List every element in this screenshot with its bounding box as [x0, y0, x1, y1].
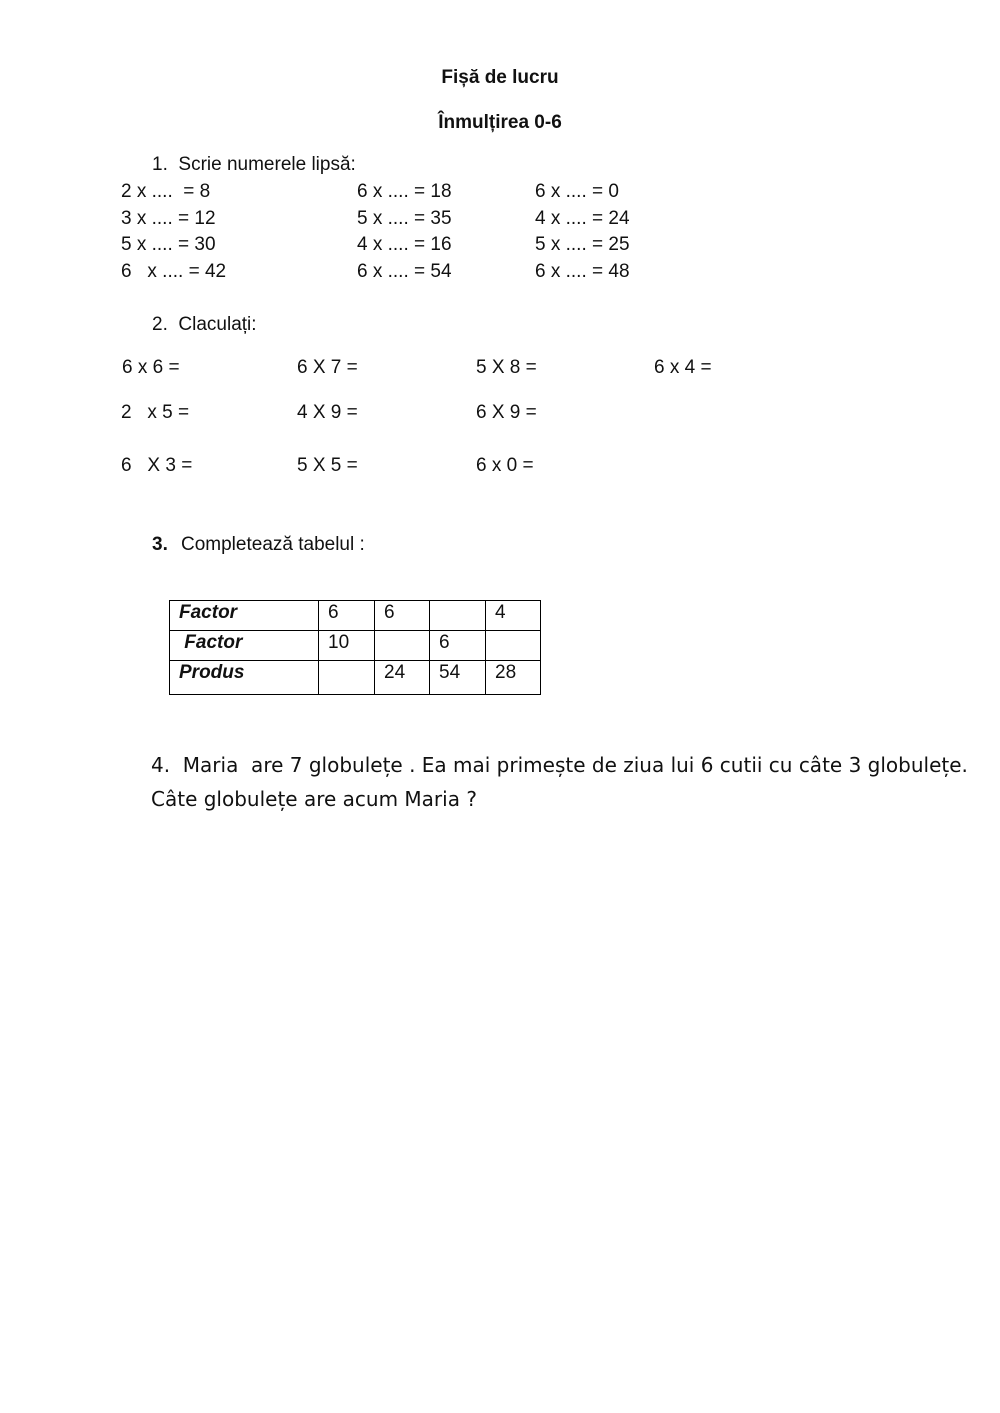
ex2-item: 4 X 9 =: [297, 402, 358, 423]
row-header-cell: Factor: [170, 601, 319, 631]
ex1-item: 4 x .... = 24: [535, 208, 630, 229]
ex1-item: 6 x .... = 0: [535, 181, 619, 202]
table-cell[interactable]: [486, 631, 541, 661]
ex1-item: 5 x .... = 35: [357, 208, 452, 229]
table-cell[interactable]: [430, 601, 486, 631]
table-cell[interactable]: 6: [319, 601, 375, 631]
table-row: [170, 661, 541, 695]
ex1-item: 6 x .... = 54: [357, 261, 452, 282]
exercise-2-heading: 2. Claculați:: [152, 314, 257, 335]
ex1-item: 6 x .... = 42: [121, 261, 227, 282]
ex2-item: 6 X 9 =: [476, 402, 537, 423]
exercise-1-heading: 1. Scrie numerele lipsă:: [152, 154, 356, 175]
table-cell[interactable]: 4: [486, 601, 541, 631]
table-row: [170, 631, 541, 661]
ex2-item: 2 x 5 =: [121, 402, 190, 423]
page-subtitle: Înmulțirea 0-6: [438, 112, 562, 133]
ex1-item: 3 x .... = 12: [121, 208, 216, 229]
page-title: Fișă de lucru: [441, 67, 559, 88]
table-cell[interactable]: 10: [319, 631, 375, 661]
ex1-item: 6 x .... = 18: [357, 181, 452, 202]
ex2-item: 6 x 4 =: [654, 357, 712, 378]
table-cell[interactable]: 6: [430, 631, 486, 661]
table-cell[interactable]: [319, 661, 375, 695]
ex1-item: 4 x .... = 16: [357, 234, 452, 255]
ex1-item: 5 x .... = 25: [535, 234, 630, 255]
table-cell[interactable]: 6: [375, 601, 430, 631]
ex2-item: 5 X 5 =: [297, 455, 358, 476]
ex2-item: 6 x 0 =: [476, 455, 534, 476]
ex1-item: 2 x .... = 8: [121, 181, 211, 202]
ex1-item: 6 x .... = 48: [535, 261, 630, 282]
exercise-3-heading: Completează tabelul :: [181, 534, 365, 555]
factor-product-table: [169, 600, 541, 695]
ex2-item: 6 X 3 =: [121, 455, 193, 476]
exercise-4-line-1: 4. Maria are 7 globulețe . Ea mai primește de ziua lui 6 cutii cu câte 3 globulețe.: [151, 753, 968, 777]
table-row: [170, 601, 541, 631]
ex2-item: 6 x 6 =: [122, 357, 180, 378]
row-header-cell: Produs: [170, 661, 319, 695]
table-cell[interactable]: 54: [430, 661, 486, 695]
ex2-item: 6 X 7 =: [297, 357, 358, 378]
ex1-item: 5 x .... = 30: [121, 234, 216, 255]
exercise-3-number: 3.: [152, 534, 168, 555]
table-cell[interactable]: 28: [486, 661, 541, 695]
table-cell[interactable]: [375, 631, 430, 661]
table-cell[interactable]: 24: [375, 661, 430, 695]
exercise-4-line-2: Câte globulețe are acum Maria ?: [151, 787, 477, 811]
row-header-cell: Factor: [170, 631, 319, 661]
ex2-item: 5 X 8 =: [476, 357, 537, 378]
